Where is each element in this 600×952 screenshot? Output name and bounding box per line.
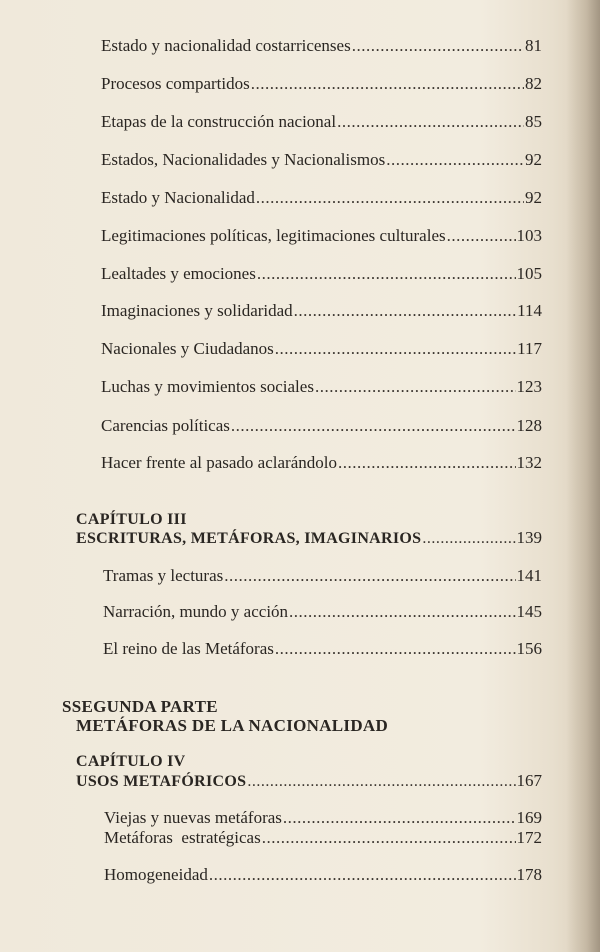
toc-entry	[0, 865, 600, 885]
toc-entry	[0, 150, 600, 170]
chapter-3-subtitle-row	[0, 528, 600, 548]
toc-entry-label: Estados, Nacionalidades y Nacionalismos	[101, 150, 386, 169]
toc-entry-label: Etapas de la construcción nacional	[101, 112, 337, 131]
chapter-3-title: CAPÍTULO III	[76, 511, 187, 528]
toc-entry-page: 114	[517, 301, 542, 320]
chapter-3-subtitle: ESCRITURAS, METÁFORAS, IMAGINARIOS	[76, 530, 422, 547]
part-2-title: SSEGUNDA PARTE	[62, 697, 218, 716]
toc-entry-page: 132	[516, 453, 542, 472]
toc-entry	[0, 112, 600, 132]
toc-entry-label: Luchas y movimientos sociales	[101, 377, 314, 396]
toc-entry-page: 156	[516, 639, 542, 658]
toc-leader-dots	[275, 339, 516, 359]
toc-leader-dots	[289, 602, 515, 622]
toc-entry-page: 172	[516, 828, 542, 847]
toc-leader-dots	[251, 74, 524, 94]
toc-entry	[0, 828, 600, 848]
toc-entry-page: 92	[525, 188, 542, 207]
toc-entry	[0, 339, 600, 359]
toc-entry	[0, 453, 600, 473]
chapter-4-page: 167	[516, 771, 542, 790]
toc-entry-label: Estado y nacionalidad costarricenses	[101, 36, 351, 55]
toc-entry-page: 92	[525, 150, 542, 169]
toc-leader-dots	[275, 639, 516, 659]
toc-leader-dots	[352, 36, 524, 56]
toc-entry	[0, 566, 600, 586]
toc-entry	[0, 416, 600, 436]
toc-leader-dots	[294, 301, 516, 321]
toc-leader-dots	[262, 828, 516, 848]
toc-entry-label: Estado y Nacionalidad	[101, 188, 255, 207]
toc-entry-label: Procesos compartidos	[101, 74, 250, 93]
toc-entry-label: Homogeneidad	[104, 865, 208, 884]
toc-entry-page: 169	[516, 808, 542, 827]
toc-entry-page: 103	[516, 226, 542, 245]
toc-entry-page: 81	[525, 36, 542, 55]
toc-leader-dots	[256, 188, 524, 208]
toc-entry	[0, 74, 600, 94]
toc-leader-dots	[386, 150, 524, 170]
toc-entry	[0, 226, 600, 246]
toc-entry	[0, 188, 600, 208]
toc-leader-dots	[224, 566, 515, 586]
toc-entry	[0, 639, 600, 659]
chapter-4-subtitle: USOS METAFÓRICOS	[76, 773, 247, 790]
toc-leader-dots	[209, 865, 516, 885]
toc-entry-label: Carencias políticas	[101, 416, 230, 435]
toc-entry-page: 123	[516, 377, 542, 396]
toc-entry-label: Narración, mundo y acción	[103, 602, 289, 621]
toc-entry-label: Viejas y nuevas metáforas	[104, 808, 282, 827]
toc-leader-dots	[315, 377, 516, 397]
toc-leader-dots	[247, 772, 515, 792]
toc-leader-dots	[447, 226, 516, 246]
toc-entry-page: 128	[516, 416, 542, 435]
chapter-4-subtitle-row	[0, 771, 600, 791]
chapter-4-title: CAPÍTULO IV	[76, 753, 186, 770]
toc-leader-dots	[283, 808, 516, 828]
toc-entry-page: 145	[516, 602, 542, 621]
toc-entry	[0, 602, 600, 622]
chapter-3-page: 139	[516, 528, 542, 547]
toc-entry-label: Lealtades y emociones	[101, 264, 256, 283]
toc-entry-page: 178	[516, 865, 542, 884]
toc-entry	[0, 301, 600, 321]
toc-entry-page: 105	[516, 264, 542, 283]
toc-entry-label: Legitimaciones políticas, legitimaciones culturales	[101, 226, 446, 245]
toc-leader-dots	[257, 264, 516, 284]
toc-entry-label: Nacionales y Ciudadanos	[101, 339, 274, 358]
toc-entry-label: Imaginaciones y solidaridad	[101, 301, 293, 320]
toc-leader-dots	[422, 529, 515, 549]
toc-entry-label: El reino de las Metáforas	[103, 639, 274, 658]
toc-entry-label: Tramas y lecturas	[103, 566, 224, 585]
toc-entry	[0, 264, 600, 284]
toc-leader-dots	[338, 453, 516, 473]
toc-entry	[0, 36, 600, 56]
toc-entry-page: 85	[525, 112, 542, 131]
toc-leader-dots	[337, 112, 524, 132]
toc-entry-label: Metáforas estratégicas	[104, 828, 261, 847]
toc-leader-dots	[231, 416, 516, 436]
toc-entry-page: 141	[516, 566, 542, 585]
toc-entry-page: 82	[525, 74, 542, 93]
toc-entry-page: 117	[517, 339, 542, 358]
toc-entry	[0, 808, 600, 828]
part-2-subtitle: METÁFORAS DE LA NACIONALIDAD	[76, 716, 389, 735]
toc-entry	[0, 377, 600, 397]
toc-entry-label: Hacer frente al pasado aclarándolo	[101, 453, 337, 472]
